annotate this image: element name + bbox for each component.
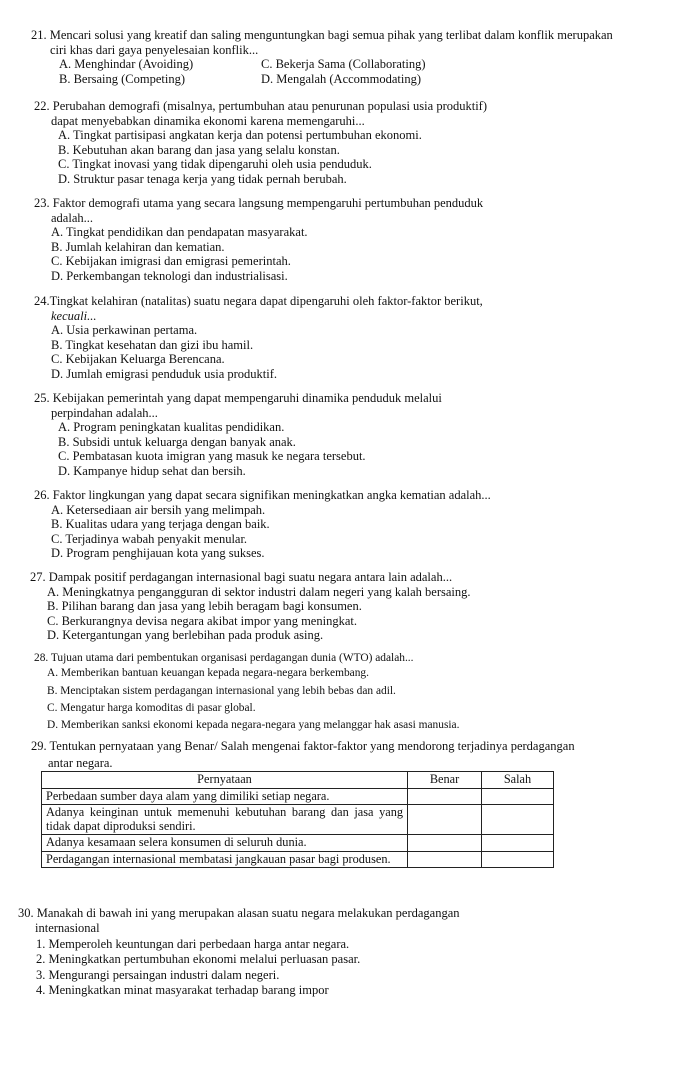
question-26-option-c[interactable]: C. Terjadinya wabah penyakit menular.: [51, 531, 248, 546]
header-pernyataan: Pernyataan: [42, 772, 408, 789]
question-26-stem: 26. Faktor lingkungan yang dapat secara signifikan meningkatkan angka kematian adalah...: [34, 488, 491, 502]
question-22-option-c[interactable]: C. Tingkat inovasi yang tidak dipengaruhi oleh usia penduduk.: [58, 157, 372, 172]
table-row: [42, 835, 554, 852]
salah-cell[interactable]: [482, 788, 554, 805]
question-25-stem: 25. Kebijakan pemerintah yang dapat mempengaruhi dinamika penduduk melalui: [34, 391, 442, 405]
salah-cell[interactable]: [482, 851, 554, 868]
question-22-option-d[interactable]: D. Struktur pasar tenaga kerja yang tidak pernah berubah.: [58, 171, 347, 186]
question-27-option-c[interactable]: C. Berkurangnya devisa negara akibat impor yang meningkat.: [47, 613, 357, 628]
question-23-stem-cont: adalah...: [51, 210, 93, 225]
question-28-option-d[interactable]: D. Memberikan sanksi ekonomi kepada negara-negara yang melanggar hak asasi manusia.: [47, 719, 460, 732]
question-22-stem: 22. Perubahan demografi (misalnya, pertumbuhan atau penurunan populasi usia produktif): [34, 99, 488, 113]
question-21-stem-cont: ciri khas dari gaya penyelesaian konflik...: [50, 42, 259, 57]
table-row: [42, 805, 554, 835]
question-26-option-d[interactable]: D. Program penghijauan kota yang sukses.: [51, 546, 265, 561]
table-row: [42, 788, 554, 805]
question-21-option-a[interactable]: A. Menghindar (Avoiding): [59, 57, 194, 72]
question-22-stem-cont: dapat menyebabkan dinamika ekonomi karena memengaruhi...: [51, 113, 365, 128]
question-30-item-3[interactable]: 3. Mengurangi persaingan industri dalam negeri.: [36, 967, 280, 982]
question-24-option-d[interactable]: D. Jumlah emigrasi penduduk usia produktif.: [51, 366, 278, 381]
question-25-stem-cont: perpindahan adalah...: [51, 405, 158, 420]
question-22-option-b[interactable]: B. Kebutuhan akan barang dan jasa yang selalu konstan.: [58, 142, 340, 157]
question-24-stem-cont: kecuali...: [51, 308, 97, 323]
header-benar: Benar: [408, 772, 482, 789]
true-false-table: [41, 771, 554, 868]
statement-cell: Adanya keinginan untuk memenuhi kebutuhan barang dan jasa yang tidak dapat diproduksi sendiri.: [42, 805, 408, 835]
statement-cell: Perdagangan internasional membatasi jangkauan pasar bagi produsen.: [42, 851, 408, 868]
question-29-stem: 29. Tentukan pernyataan yang Benar/ Salah mengenai faktor-faktor yang mendorong terjadinya perdagangan: [31, 739, 575, 753]
statement-cell: Adanya kesamaan selera konsumen di seluruh dunia.: [42, 835, 408, 852]
question-27: [30, 570, 471, 643]
question-21-stem: 21. Mencari solusi yang kreatif dan saling menguntungkan bagi semua pihak yang terlibat dalam konflik merupakan: [31, 28, 613, 42]
benar-cell[interactable]: [408, 805, 482, 835]
question-22-option-a[interactable]: A. Tingkat partisipasi angkatan kerja dan potensi pertumbuhan ekonomi.: [58, 128, 422, 143]
question-23-option-b[interactable]: B. Jumlah kelahiran dan kematian.: [51, 239, 225, 254]
question-24-stem: 24.Tingkat kelahiran (natalitas) suatu negara dapat dipengaruhi oleh faktor-faktor berikut,: [34, 294, 483, 308]
question-27-option-d[interactable]: D. Ketergantungan yang berlebihan pada produk asing.: [47, 628, 324, 643]
question-27-stem: 27. Dampak positif perdagangan internasional bagi suatu negara antara lain adalah...: [30, 570, 453, 584]
question-30-item-4[interactable]: 4. Meningkatkan minat masyarakat terhadap barang impor: [36, 983, 329, 998]
question-22: [34, 99, 487, 187]
benar-cell[interactable]: [408, 788, 482, 805]
question-24-option-a[interactable]: A. Usia perkawinan pertama.: [51, 323, 198, 338]
table-row: [42, 851, 554, 868]
question-27-option-a[interactable]: A. Meningkatnya pengangguran di sektor industri dalam negeri yang kalah bersaing.: [47, 584, 471, 599]
question-28-stem: 28. Tujuan utama dari pembentukan organisasi perdagangan dunia (WTO) adalah...: [34, 652, 414, 664]
question-23-stem: 23. Faktor demografi utama yang secara langsung mempengaruhi pertumbuhan penduduk: [34, 196, 484, 210]
question-21-option-d[interactable]: D. Mengalah (Accommodating): [261, 71, 422, 86]
question-30: [18, 906, 460, 998]
question-28: [34, 651, 459, 734]
header-salah: Salah: [482, 772, 554, 789]
question-21-row-bd: [31, 72, 613, 87]
question-28-option-a[interactable]: A. Memberikan bantuan keuangan kepada negara-negara berkembang.: [47, 667, 369, 680]
question-23-option-a[interactable]: A. Tingkat pendidikan dan pendapatan masyarakat.: [51, 225, 308, 240]
question-24-option-c[interactable]: C. Kebijakan Keluarga Berencana.: [51, 352, 225, 367]
benar-cell[interactable]: [408, 835, 482, 852]
question-21-option-b[interactable]: B. Bersaing (Competing): [59, 71, 186, 86]
question-30-item-2[interactable]: 2. Meningkatkan pertumbuhan ekonomi melalui perluasan pasar.: [36, 952, 361, 967]
question-23: [34, 196, 483, 284]
question-30-stem-cont: internasional: [35, 921, 100, 936]
question-25: [34, 391, 442, 479]
question-30-item-1[interactable]: 1. Memperoleh keuntungan dari perbedaan harga antar negara.: [36, 936, 350, 951]
question-24-option-b[interactable]: B. Tingkat kesehatan dan gizi ibu hamil.: [51, 337, 254, 352]
question-25-option-c[interactable]: C. Pembatasan kuota imigran yang masuk ke negara tersebut.: [58, 449, 366, 464]
question-25-option-a[interactable]: A. Program peningkatan kualitas pendidikan.: [58, 420, 285, 435]
question-21-option-c[interactable]: C. Bekerja Sama (Collaborating): [261, 57, 426, 72]
salah-cell[interactable]: [482, 835, 554, 852]
benar-cell[interactable]: [408, 851, 482, 868]
question-29-stem-cont: antar negara.: [48, 755, 113, 770]
question-23-option-d[interactable]: D. Perkembangan teknologi dan industrialisasi.: [51, 268, 288, 283]
question-26-option-a[interactable]: A. Ketersediaan air bersih yang melimpah.: [51, 502, 266, 517]
question-28-option-b[interactable]: B. Menciptakan sistem perdagangan internasional yang lebih bebas dan adil.: [47, 684, 396, 697]
question-26: [34, 488, 491, 561]
question-21: [31, 28, 613, 86]
question-23-option-c[interactable]: C. Kebijakan imigrasi dan emigrasi pemerintah.: [51, 254, 291, 269]
question-29: [31, 738, 575, 771]
question-28-option-c[interactable]: C. Mengatur harga komoditas di pasar global.: [47, 701, 256, 714]
statement-cell: Perbedaan sumber daya alam yang dimiliki setiap negara.: [42, 788, 408, 805]
question-25-option-d[interactable]: D. Kampanye hidup sehat dan bersih.: [58, 463, 246, 478]
question-24: [34, 294, 483, 382]
question-21-row-ac: [31, 57, 613, 72]
question-27-option-b[interactable]: B. Pilihan barang dan jasa yang lebih beragam bagi konsumen.: [47, 599, 362, 614]
table-header-row: [42, 772, 554, 789]
question-30-stem: 30. Manakah di bawah ini yang merupakan alasan suatu negara melakukan perdagangan: [18, 906, 460, 920]
salah-cell[interactable]: [482, 805, 554, 835]
question-26-option-b[interactable]: B. Kualitas udara yang terjaga dengan baik.: [51, 517, 270, 532]
question-25-option-b[interactable]: B. Subsidi untuk keluarga dengan banyak anak.: [58, 434, 296, 449]
